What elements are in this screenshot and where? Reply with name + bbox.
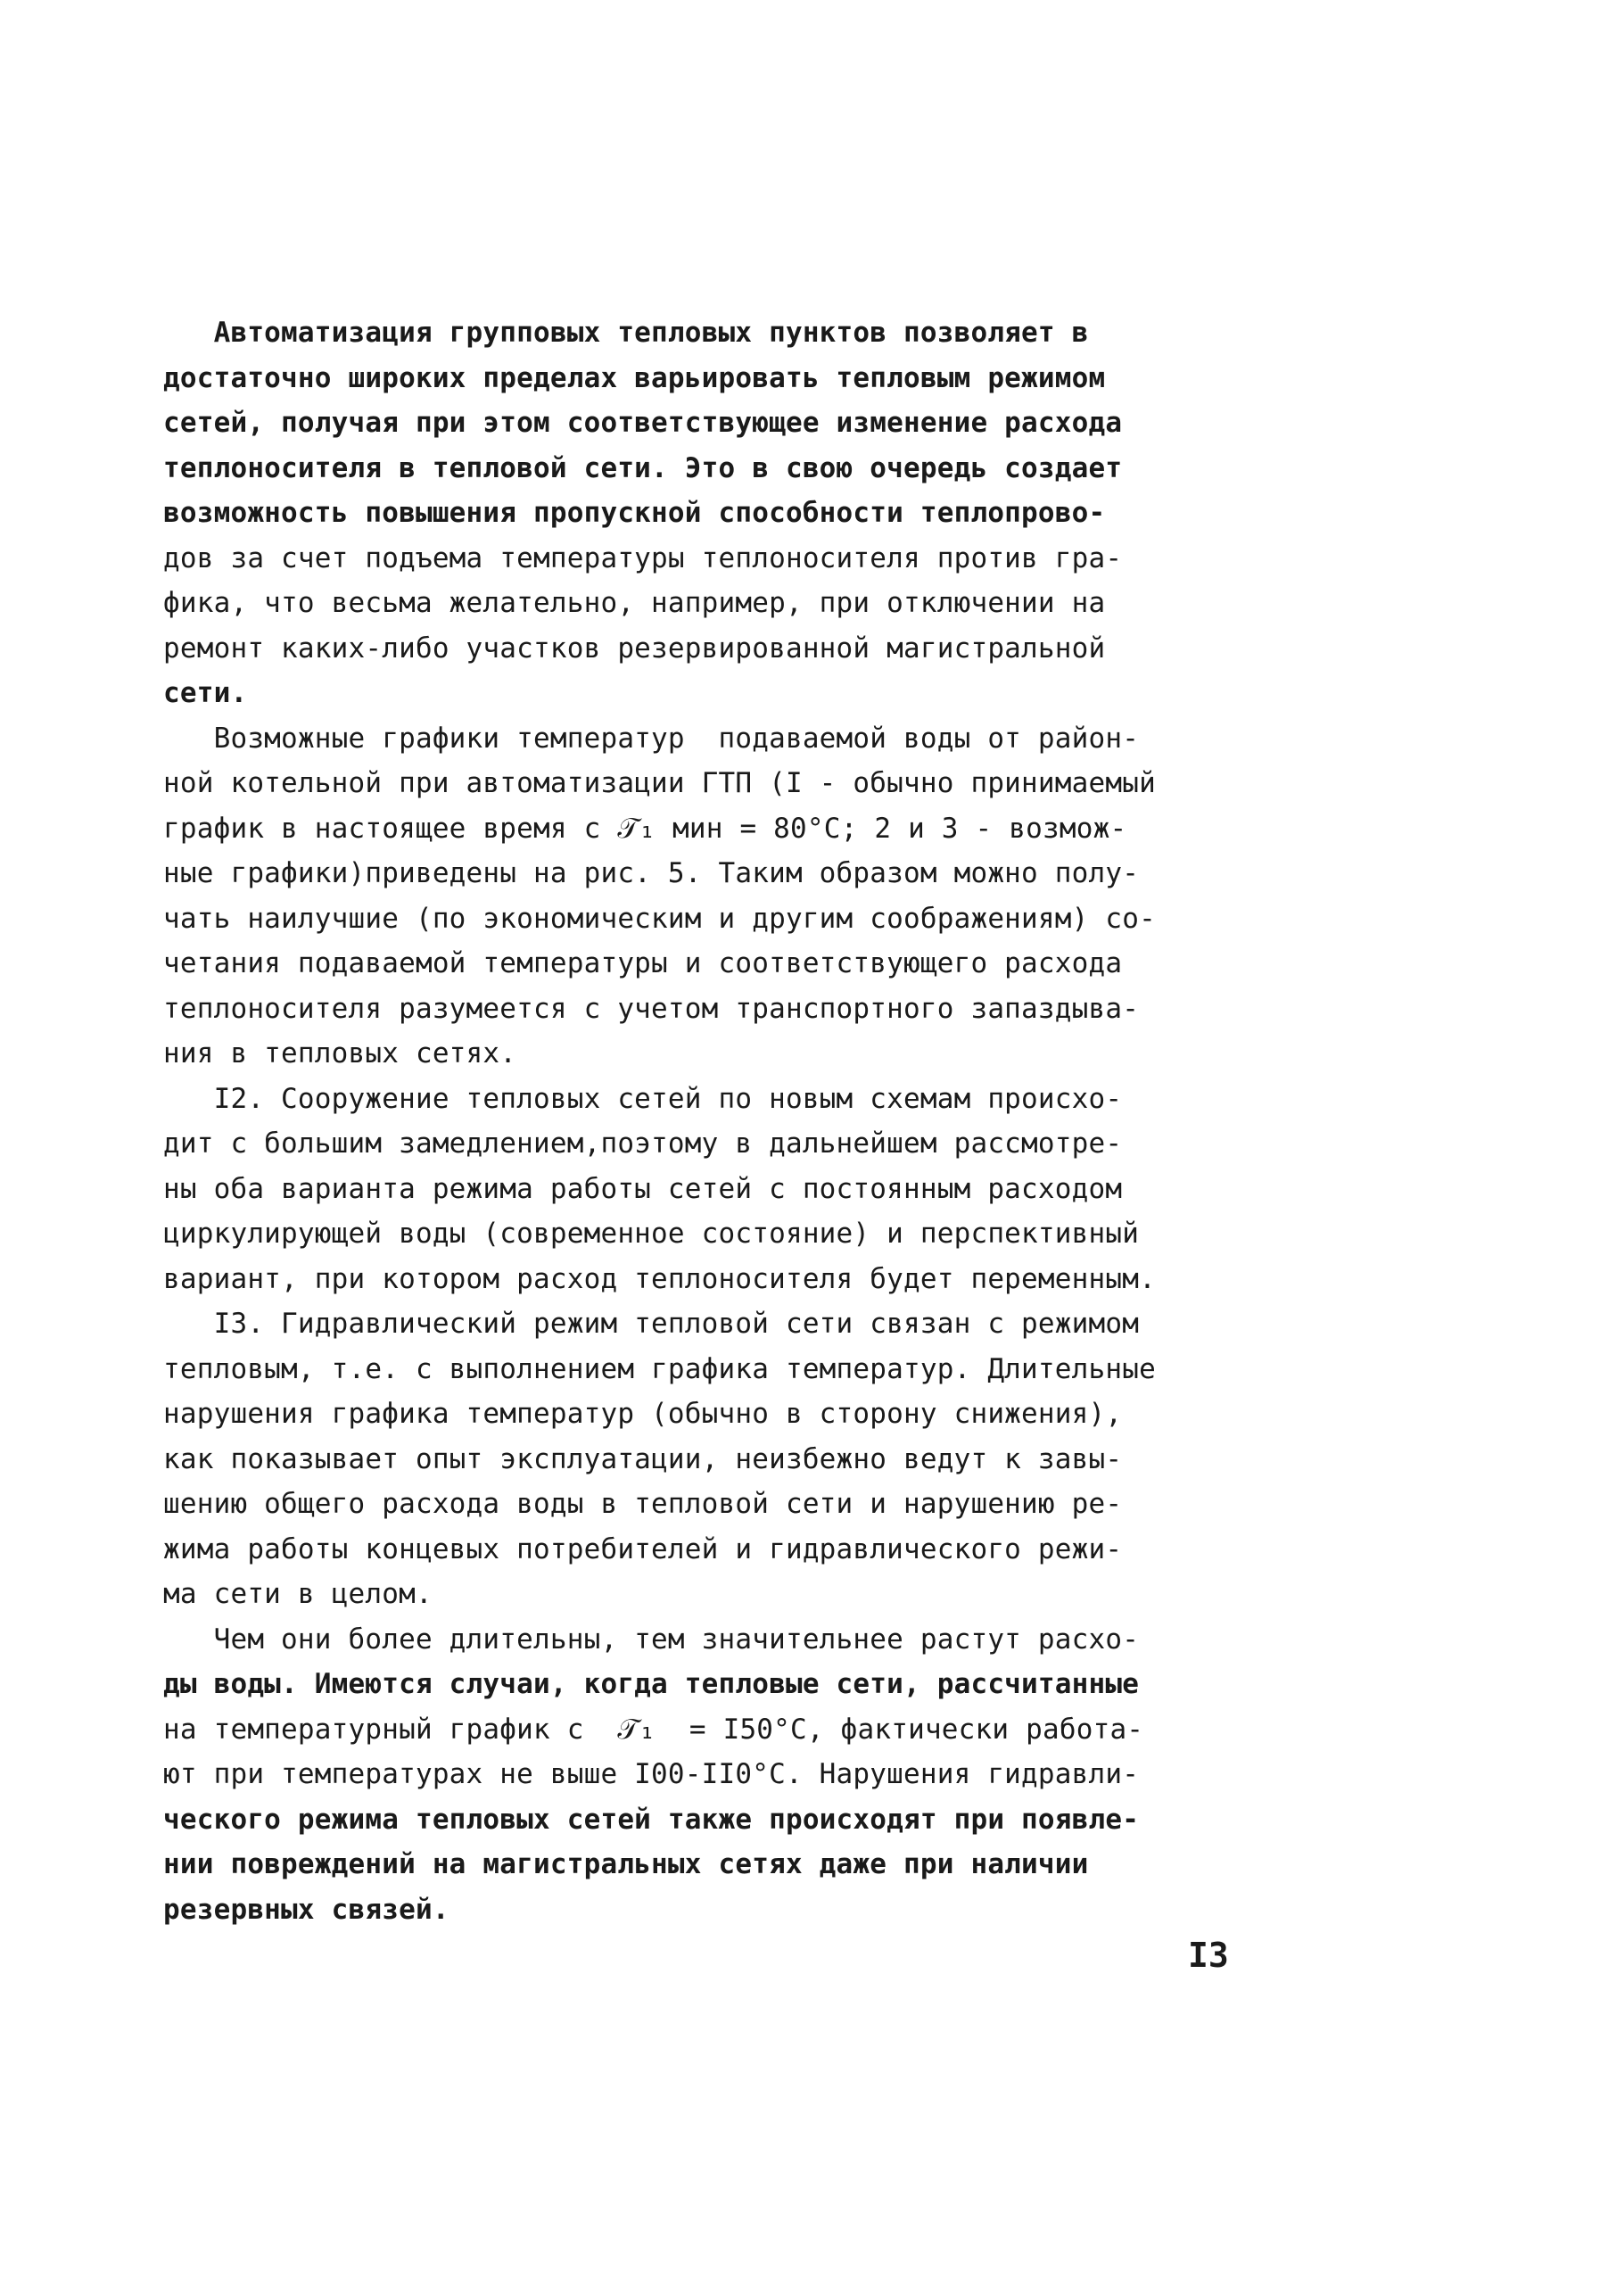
text-line: ны оба варианта режима работы сетей с постоянным расходом	[163, 1172, 1123, 1205]
text-line: ма сети в целом.	[163, 1578, 433, 1610]
text-line: как показывает опыт эксплуатации, неизбежно ведут к завы-	[163, 1442, 1123, 1475]
text-line: теплоносителя в тепловой сети. Это в свою очередь создает	[163, 451, 1123, 484]
text-line: Чем они более длительны, тем значительнее растут расхо-	[163, 1623, 1140, 1656]
text-line: теплоносителя разумеется с учетом транспортного запаздыва-	[163, 992, 1140, 1025]
text-line: тепловым, т.е. с выполнением графика температур. Длительные	[163, 1352, 1156, 1385]
text-line: вариант, при котором расход теплоносителя будет переменным.	[163, 1262, 1156, 1295]
text-line: ют при температурах не выше I00-II0°С. Нарушения гидравли-	[163, 1758, 1140, 1790]
text-line: возможность повышения пропускной способности теплопрово-	[163, 497, 1106, 529]
text-line: достаточно широких пределах варьировать тепловым режимом	[163, 361, 1106, 394]
text-line: ные графики)приведены на рис. 5. Таким образом можно полу-	[163, 857, 1140, 889]
text-line: ния в тепловых сетях.	[163, 1037, 517, 1070]
text-line: ды воды. Имеются случаи, когда тепловые сети, рассчитанные	[163, 1668, 1140, 1700]
text-line: резервных связей.	[163, 1893, 449, 1926]
text-line: нарушения графика температур (обычно в сторону снижения),	[163, 1398, 1123, 1430]
text-line: дит с большим замедлением,поэтому в дальнейшем рассмотре-	[163, 1127, 1123, 1160]
text-line: сети.	[163, 677, 248, 709]
text-line: I2. Сооружение тепловых сетей по новым схемам происхо-	[163, 1082, 1123, 1115]
text-line: график в настоящее время с 𝒯₁ мин = 80°С; 2 и 3 - возмож-	[163, 812, 1127, 845]
text-line: циркулирующей воды (современное состояние) и перспективный	[163, 1218, 1140, 1250]
text-line: фика, что весьма желательно, например, при отключении на	[163, 587, 1106, 619]
page-number: I3	[1188, 1936, 1229, 1975]
text-line: жима работы концевых потребителей и гидравлического режи-	[163, 1532, 1123, 1565]
text-line: ческого режима тепловых сетей также происходят при появле-	[163, 1803, 1140, 1836]
text-line: I3. Гидравлический режим тепловой сети связан с режимом	[163, 1308, 1140, 1340]
text-line: ной котельной при автоматизации ГТП (I - обычно принимаемый	[163, 767, 1156, 799]
text-line: нии повреждений на магистральных сетях даже при наличии	[163, 1848, 1089, 1880]
text-line: на температурный график с 𝒯₁ = I50°С, фактически работа-	[163, 1713, 1144, 1746]
text-line: дов за счет подъема температуры теплоносителя против гра-	[163, 541, 1123, 574]
text-line: четания подаваемой температуры и соответствующего расхода	[163, 947, 1123, 979]
text-line: чать наилучшие (по экономическим и другим соображениям) со-	[163, 902, 1156, 935]
text-line: Автоматизация групповых тепловых пунктов позволяет в	[163, 317, 1089, 349]
body-text	[163, 310, 1233, 1932]
text-line: шению общего расхода воды в тепловой сети и нарушению ре-	[163, 1488, 1123, 1520]
text-line: Возможные графики температур подаваемой воды от район-	[163, 722, 1140, 755]
text-line: ремонт каких-либо участков резервированной магистральной	[163, 632, 1106, 665]
text-line: сетей, получая при этом соответствующее изменение расхода	[163, 407, 1123, 439]
